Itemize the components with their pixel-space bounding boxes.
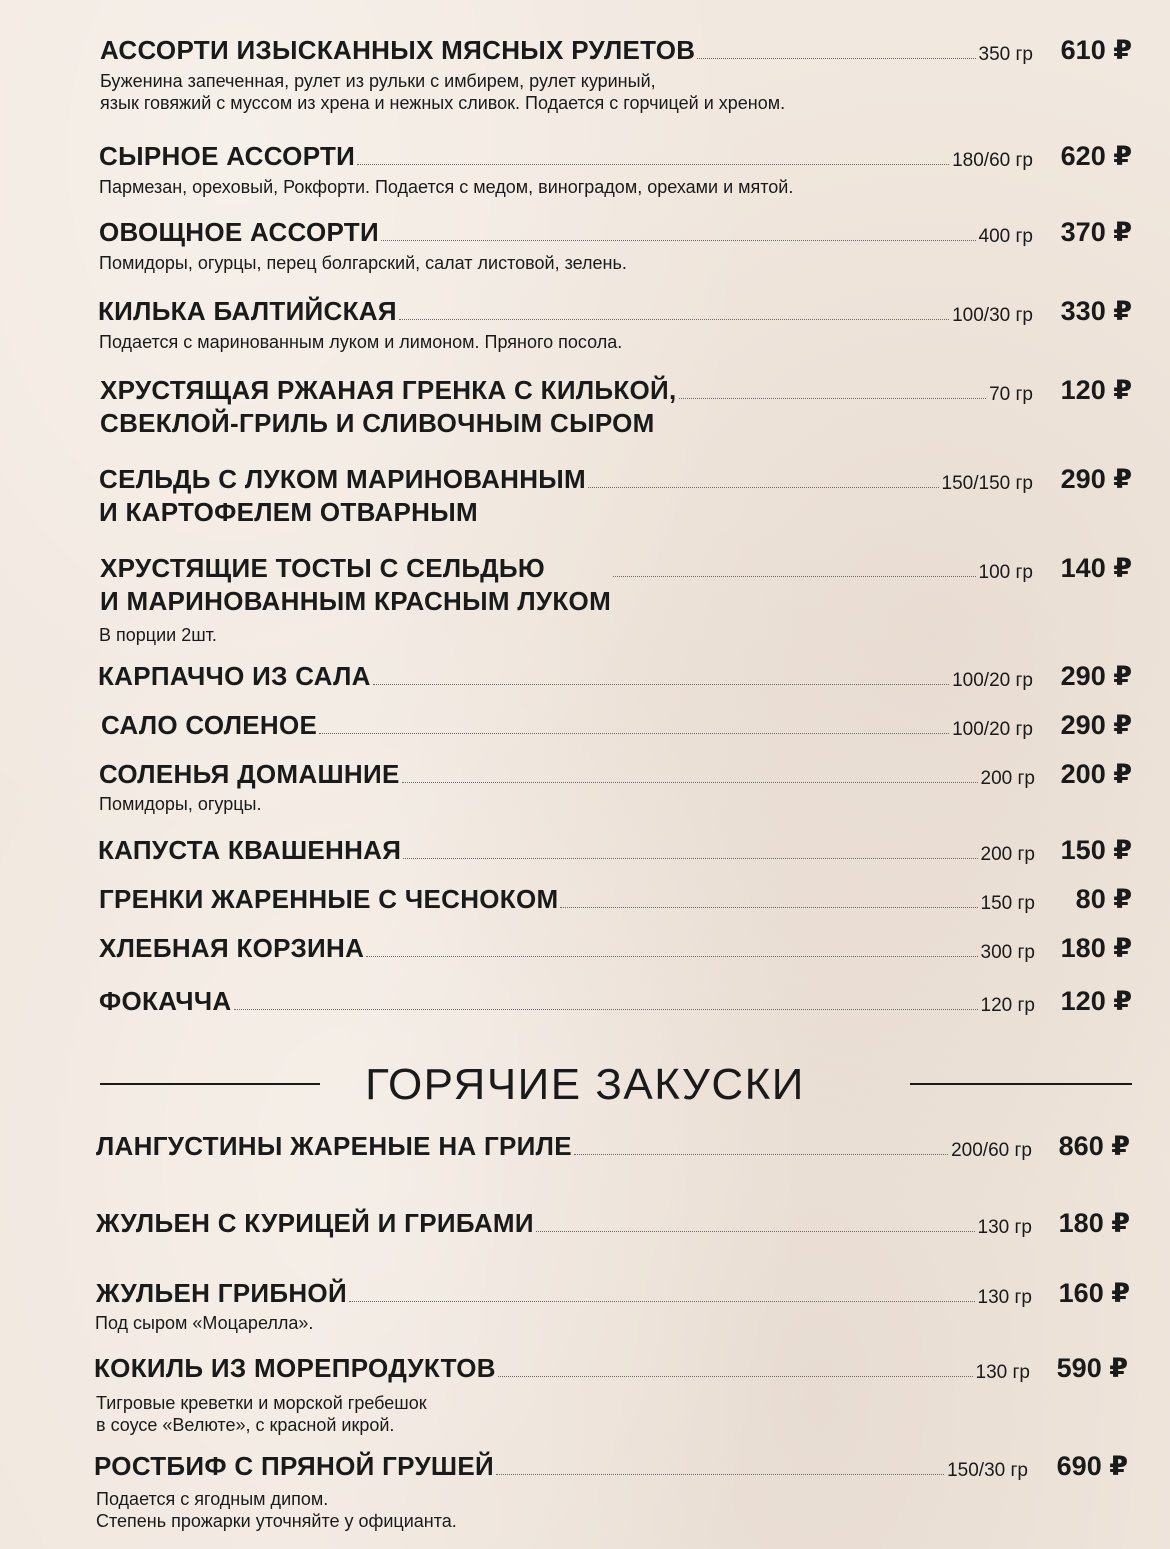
- item-description: [96, 1488, 1170, 1532]
- dotted-leader: [536, 1230, 975, 1232]
- dotted-leader: [496, 1473, 944, 1475]
- description-line: Буженина запеченная, рулет из рульки с имбирем, рулет куриный,: [100, 71, 656, 91]
- item-description: [99, 176, 1170, 198]
- dotted-leader: [357, 163, 949, 165]
- menu-item: [0, 216, 1170, 274]
- item-name: КАРПАЧЧО ИЗ САЛА: [98, 661, 371, 691]
- dotted-leader: [697, 57, 975, 59]
- dotted-leader: [366, 955, 977, 957]
- item-price: 180 ₽: [1060, 933, 1132, 963]
- item-name: СОЛЕНЬЯ ДОМАШНИЕ: [99, 759, 400, 789]
- item-weight: 100/30 гр: [952, 305, 1033, 326]
- menu-item: [0, 1207, 1170, 1239]
- menu-item: [0, 374, 1170, 440]
- item-weight: 400 гр: [978, 226, 1033, 247]
- item-weight: 300 гр: [980, 942, 1035, 963]
- item-price: 330 ₽: [1060, 296, 1132, 326]
- item-price: 290 ₽: [1060, 661, 1132, 691]
- item-price: 860 ₽: [1058, 1131, 1130, 1161]
- item-price: 610 ₽: [1060, 35, 1132, 65]
- item-price: 690 ₽: [1056, 1451, 1128, 1481]
- dotted-leader: [679, 397, 987, 399]
- item-weight: 180/60 гр: [952, 150, 1033, 171]
- item-name: СЕЛЬДЬ С ЛУКОМ МАРИНОВАННЫМ И КАРТОФЕЛЕМ ОТВАРНЫМ: [99, 464, 587, 527]
- item-name: ХЛЕБНАЯ КОРЗИНА: [99, 933, 365, 963]
- description-line: Пармезан, ореховый, Рокфорти. Подается с медом, виноградом, орехами и мятой.: [99, 177, 794, 197]
- item-price: 120 ₽: [1060, 986, 1132, 1016]
- item-name: ЖУЛЬЕН ГРИБНОЙ: [96, 1278, 347, 1308]
- item-name: ЛАНГУСТИНЫ ЖАРЕНЫЕ НА ГРИЛЕ: [96, 1131, 572, 1161]
- item-description: [95, 1312, 1170, 1334]
- dotted-leader: [399, 318, 949, 320]
- item-name: КАПУСТА КВАШЕННАЯ: [98, 835, 402, 865]
- description-line: Помидоры, огурцы.: [99, 794, 262, 814]
- menu-item: [0, 932, 1170, 964]
- item-name: ГРЕНКИ ЖАРЕННЫЕ С ЧЕСНОКОМ: [99, 884, 559, 914]
- item-price: 140 ₽: [1060, 553, 1132, 583]
- menu-item: [0, 883, 1170, 915]
- item-price: 620 ₽: [1060, 141, 1132, 171]
- menu-item: [0, 1352, 1170, 1436]
- item-name: ЖУЛЬЕН С КУРИЦЕЙ И ГРИБАМИ: [96, 1208, 534, 1238]
- item-description: [96, 1392, 1170, 1436]
- item-description: [100, 70, 1170, 114]
- dotted-leader: [498, 1375, 973, 1377]
- description-line: Подается с ягодным дипом.: [96, 1489, 329, 1509]
- dotted-leader: [234, 1008, 978, 1010]
- item-weight: 200 гр: [980, 768, 1035, 789]
- item-weight: 120 гр: [980, 995, 1035, 1016]
- item-price: 160 ₽: [1058, 1278, 1130, 1308]
- section-header: [0, 1055, 1170, 1115]
- item-price: 180 ₽: [1058, 1208, 1130, 1238]
- item-weight: 350 гр: [978, 44, 1033, 65]
- menu-item: [0, 1450, 1170, 1532]
- item-weight: 150 гр: [980, 893, 1035, 914]
- item-price: 290 ₽: [1060, 710, 1132, 740]
- menu-item: [0, 1277, 1170, 1334]
- dotted-leader: [613, 575, 975, 577]
- menu-item: [0, 295, 1170, 353]
- menu-item: [0, 552, 1170, 646]
- item-weight: 130 гр: [975, 1362, 1030, 1383]
- item-weight: 70 гр: [989, 384, 1033, 405]
- dotted-leader: [402, 781, 978, 783]
- item-name: ХРУСТЯЩАЯ РЖАНАЯ ГРЕНКА С КИЛЬКОЙ, СВЕКЛОЙ-ГРИЛЬ И СЛИВОЧНЫМ СЫРОМ: [100, 375, 677, 438]
- description-line: Тигровые креветки и морской гребешок: [96, 1393, 427, 1413]
- dotted-leader: [373, 683, 949, 685]
- item-description: [99, 624, 1170, 646]
- dotted-leader: [381, 239, 976, 241]
- item-weight: 200 гр: [980, 844, 1035, 865]
- description-line: В порции 2шт.: [99, 625, 217, 645]
- dotted-leader: [349, 1300, 975, 1302]
- section-title: ГОРЯЧИЕ ЗАКУСКИ: [365, 1060, 805, 1109]
- item-weight: 100 гр: [978, 562, 1033, 583]
- item-weight: 130 гр: [977, 1217, 1032, 1238]
- description-line: Подается с маринованным луком и лимоном. Пряного посола.: [99, 332, 623, 352]
- item-price: 200 ₽: [1060, 759, 1132, 789]
- item-description: [99, 331, 1170, 353]
- item-name: РОСТБИФ С ПРЯНОЙ ГРУШЕЙ: [94, 1451, 494, 1481]
- item-price: 80 ₽: [1075, 884, 1132, 914]
- description-line: язык говяжий с муссом из хрена и нежных сливок. Подается с горчицей и хреном.: [100, 93, 786, 113]
- item-name: ФОКАЧЧА: [99, 986, 232, 1016]
- menu-item: [0, 660, 1170, 692]
- item-price: 150 ₽: [1060, 835, 1132, 865]
- menu-item: [0, 463, 1170, 529]
- menu-item: [0, 758, 1170, 815]
- dotted-leader: [403, 857, 977, 859]
- dotted-leader: [588, 486, 939, 488]
- item-name: СЫРНОЕ АССОРТИ: [99, 141, 356, 171]
- item-name: КИЛЬКА БАЛТИЙСКАЯ: [98, 296, 397, 326]
- item-name: КОКИЛЬ ИЗ МОРЕПРОДУКТОВ: [94, 1353, 496, 1383]
- item-name: ОВОЩНОЕ АССОРТИ: [99, 217, 379, 247]
- item-name: ХРУСТЯЩИЕ ТОСТЫ С СЕЛЬДЬЮ И МАРИНОВАННЫМ КРАСНЫМ ЛУКОМ: [100, 553, 612, 616]
- menu-item: [0, 34, 1170, 114]
- description-line: Под сыром «Моцарелла».: [95, 1313, 314, 1333]
- item-weight: 130 гр: [977, 1287, 1032, 1308]
- description-line: в соусе «Велюте», с красной икрой.: [96, 1415, 395, 1435]
- item-weight: 100/20 гр: [952, 670, 1033, 691]
- menu-item: [0, 834, 1170, 866]
- description-line: Помидоры, огурцы, перец болгарский, салат листовой, зелень.: [99, 253, 627, 273]
- item-weight: 150/150 гр: [941, 473, 1033, 494]
- menu-item: [0, 985, 1170, 1017]
- item-name: САЛО СОЛЕНОЕ: [101, 710, 318, 740]
- divider-line: [910, 1083, 1132, 1085]
- item-description: [99, 793, 1170, 815]
- item-weight: 100/20 гр: [952, 719, 1033, 740]
- item-price: 290 ₽: [1060, 464, 1132, 494]
- menu-item: [0, 140, 1170, 198]
- menu-item: [0, 1130, 1170, 1162]
- dotted-leader: [560, 906, 977, 908]
- item-price: 120 ₽: [1060, 375, 1132, 405]
- item-description: [99, 252, 1170, 274]
- menu-item: [0, 709, 1170, 741]
- description-line: Степень прожарки уточняйте у официанта.: [96, 1511, 457, 1531]
- item-price: 590 ₽: [1056, 1353, 1128, 1383]
- item-price: 370 ₽: [1060, 217, 1132, 247]
- dotted-leader: [574, 1153, 948, 1155]
- item-weight: 200/60 гр: [951, 1140, 1032, 1161]
- item-name: АССОРТИ ИЗЫСКАННЫХ МЯСНЫХ РУЛЕТОВ: [100, 35, 696, 65]
- dotted-leader: [319, 732, 949, 734]
- item-weight: 150/30 гр: [947, 1460, 1028, 1481]
